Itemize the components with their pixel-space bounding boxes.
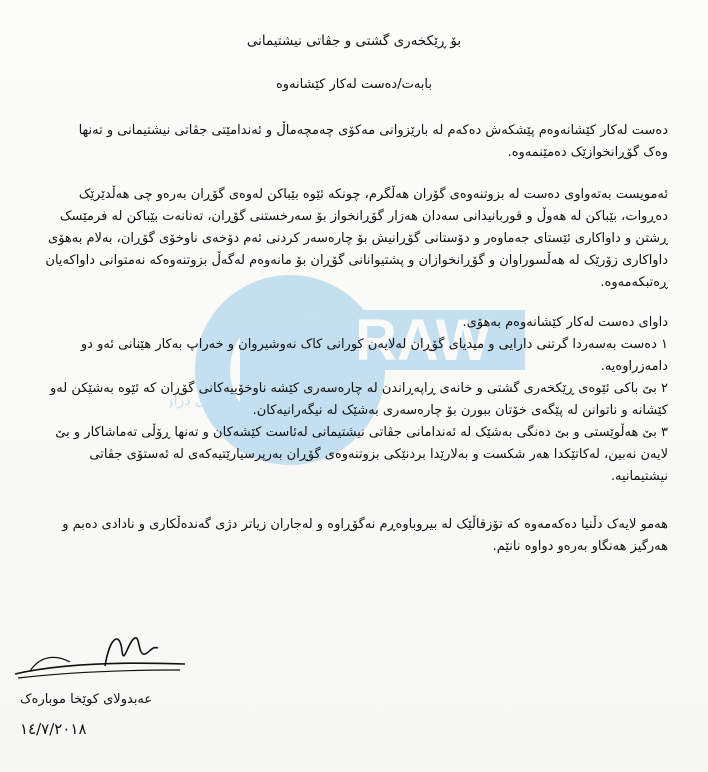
demand-item-1: ١ دەست بەسەردا گرتنی دارایی و میدیای گۆڕان لەلایەن کورانی کاک نەوشیروان و خەراپ بەکار هێنانی ئەو دو دامەزراوەیە.: [80, 337, 668, 374]
letter-date: ١٤/٧/٢٠١٨: [20, 720, 87, 738]
letter-body: [40, 30, 668, 580]
signer-name: عەبدولای کوێخا موبارەک: [20, 692, 153, 707]
demands-heading: داوای دەست لەکار کێشانەوەم بەهۆی.: [462, 315, 668, 330]
svg-text:RAW: RAW: [355, 308, 491, 373]
paragraph-reasons: ئەمویست بەتەواوی دەست لە بزوتنەوەی گۆران هەڵگرم، چونکە ئێوە بێباکن لەوەی گۆڕان بەرەو چی هەڵدێرێک دەڕوات، بێباکن لە هەوڵ و قوربانیدانی سەدان هەزار گۆڕانخواز بۆ سەرخستنی گۆڕان، تەنانەت بێباکن لە فرمێسک ڕشتن و داواکاری ئێستای جەماوەر و دۆستانی گۆڕانیش بۆ چارەسەر کردنی ئەم دۆخەی ناوخۆی گۆڕان، بەلام بەهۆی داواکاری زۆرێک لە هەڵسوراوان و گۆڕانخوازان و پشتیوانانی گۆڕان بۆ مانەوەم لەگەڵ بزوتنەوەکە نەمتوانی داواکەیان ڕەتبکەمەوە.: [45, 187, 668, 290]
demand-item-3: ٣ بێ هەڵوێستی و بێ دەنگی بەشێک لە ئەندامانی جڤاتی نیشتیمانی لەئاست کێشەکان و تەنها ڕۆڵی تەماشاکار و بێ لایەن نەبین، لەکاتێکدا هەر شکست و بەلارێدا بردنێکی بزوتنەوەی گۆڕان بەرپرسیارێتیەکەی لە ئەستۆی جڤاتی نیشتیمانیە.: [55, 425, 668, 484]
letter-title: بۆ ڕێکخەری گشتی و جڤاتی نیشتیمانی: [246, 33, 462, 49]
demand-item-2: ٢ بێ باکی ئێوەی ڕێکخەری گشتی و خانەی ڕاپەڕاندن لە چارەسەری کێشە ناوخۆییەکانی گۆڕان کە ئێوە بەشێکن لەو کێشانە و ناتوانن لە پێگەی خۆتان ببورن بۆ چارەسەری بەشێک لە نیگەرانیەکان.: [50, 381, 668, 418]
paragraph-resignation: دەست لەکار کێشانەوەم پێشکەش دەکەم لە بارێزوانی مەکۆی چەمچەماڵ و ئەندامێتی جڤاتی نیشتیمانی و تەنها وەک گۆڕانخوازێک دەمێنمەوە.: [78, 123, 668, 160]
svg-text:دەزگای راگەیاندن و میدیای دراو: دەزگای راگەیاندن و میدیای دراو: [170, 393, 350, 409]
letter-subject: بابەت/دەست لەکار کێشانەوە: [275, 77, 432, 92]
closing-paragraph: هەمو لایەک دڵنیا دەکەمەوە کە تۆزقاڵێک لە بیروباوەڕم نەگۆڕاوە و لەجاران زیاتر دژی گەندەڵکاری و نادادی دەبم و هەرگیز هەنگاو بەرەو دواوە نانێم.: [62, 517, 668, 554]
